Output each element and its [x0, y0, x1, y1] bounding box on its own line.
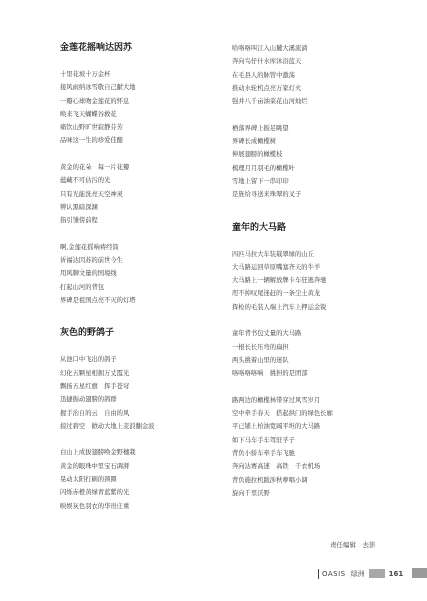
verse-line: 白山上成拔翅膀唤金野穗栽 — [60, 449, 136, 457]
editor-credit: 责任编辑 去影 — [330, 541, 376, 549]
verse-line: 平已铺上柏油宽阔平坦的大马路 — [232, 423, 321, 431]
verse-line: 背负施拉机跋涉秋咿唱小调 — [232, 476, 308, 484]
verse-line: 咫不掉叹尾迷赶的一条尘土黄龙 — [232, 290, 321, 298]
verse-line: 奔向鸟仔什水库沐浴蓝天 — [232, 58, 302, 66]
verse-line: 痛饮山野旷世寂静芬芳 — [60, 124, 123, 132]
verse-line: 闪烁赤橙黄绿青蓝紫的光 — [60, 489, 130, 497]
magazine-name-cn: 绿洲 — [350, 569, 365, 578]
verse-line: 路两边的橄榄林带穿过风雪岁月 — [232, 396, 321, 404]
verse-line: 界碑长成橄榄树 — [232, 138, 277, 146]
stanza — [60, 161, 230, 227]
verse-line: 祈福达因苏的前世今生 — [60, 257, 123, 265]
verse-line: 童年背书包丈量的大马路 — [232, 330, 302, 338]
verse-line: 从池口中飞出的鸽子 — [60, 356, 117, 364]
stanza — [232, 394, 402, 500]
verse-line: 唤来飞天蝴蝶谷救花 — [60, 110, 117, 118]
right-column — [232, 42, 402, 500]
verse-line: 奔向达赛高速 高铁 千衣机场 — [232, 463, 321, 471]
poem-title-yegezi: 灰色的野鸽子 — [60, 328, 115, 339]
verse-line: 挥枪的毛装人端上汽车上押运金锐 — [232, 303, 327, 311]
verse-line: 伸展翅膀的橄榄枝 — [232, 151, 283, 159]
verse-line: 一根长长压弯的扁担 — [232, 343, 289, 351]
verse-line: 晃动太阳打刷的颈圈 — [60, 476, 117, 484]
verse-line: 啊,金莲花摇响祷经筒 — [60, 243, 119, 251]
verse-line: 迅捷振动翅膀的鸽群 — [60, 396, 117, 404]
verse-line: 如下马车手车驾驻孚子 — [232, 436, 295, 444]
poem-gap — [60, 307, 230, 327]
verse-line: 大马路上一辆解放牌卡车狂逃奔驰 — [232, 277, 327, 285]
stanza — [232, 248, 402, 314]
verse-line: 哈咯咯叫江入山麓大溪流淌 — [232, 45, 308, 52]
verse-line: 强并八千亩油菜花山河灿烂 — [232, 98, 308, 106]
stanza — [232, 327, 402, 380]
stanza — [60, 241, 230, 307]
page-footer — [318, 568, 403, 579]
verse-line: 栖落界碑上振足眺望 — [232, 124, 289, 132]
page-number: 161 — [388, 569, 404, 578]
verse-line: 一瓣心球吻金莲花的怀息 — [60, 97, 130, 105]
stanza — [60, 446, 230, 512]
poem-gap — [232, 202, 402, 222]
verse-line: 咯咯咯咯响 挑担的是团部 — [232, 370, 308, 378]
poem-title-damalu: 童年的大马路 — [232, 222, 287, 233]
verse-line: 大马路运回草原嘴塞齐天的牛羊 — [232, 263, 321, 271]
verse-line: 只有光能洗亮天空神灵 — [60, 190, 123, 198]
stanza-gap — [60, 148, 230, 161]
verse-line: 十里花坡十万金杯 — [60, 71, 111, 78]
stanza-gap — [60, 228, 230, 241]
stanza-gap — [232, 381, 402, 394]
stanza-gap — [232, 108, 402, 121]
verse-line: 梳理月月羽毛的橄榄叶 — [232, 164, 295, 172]
stanza — [60, 68, 230, 148]
verse-line: 界碑是祖国点亮不灭的灯塔 — [60, 297, 136, 305]
footer-divider — [318, 569, 319, 579]
verse-line: 飘扬五星红旗 挥手苍穹 — [60, 382, 130, 390]
verse-line: 映娱灰色羽衣的华贵庄重 — [60, 502, 130, 510]
verse-line: 幻化五颗星相拥万丈霞光 — [60, 369, 130, 377]
verse-line: 黄金的眼珠中里宝石调湃 — [60, 462, 130, 470]
stanza — [60, 353, 230, 433]
verse-line: 蕴藏不可估污的光 — [60, 177, 111, 185]
verse-line: 两头挑着山里的迷队 — [232, 356, 289, 364]
stanza-gap — [232, 314, 402, 327]
stanza-gap — [60, 433, 230, 446]
stanza — [232, 122, 402, 202]
poem-title-jinlianhua: 金莲花摇响达因苏 — [60, 43, 133, 53]
verse-line: 背负小骄车牵手车飞驰 — [232, 450, 295, 458]
verse-line: 辨认黑暗深渊 — [60, 203, 98, 211]
stanza — [232, 42, 402, 108]
verse-line: 旋向千里沃野 — [232, 489, 270, 497]
left-column — [60, 42, 230, 513]
verse-line: 四匹马拉大车装载翠绿的山丘 — [232, 250, 314, 258]
footer-gray-block — [369, 569, 385, 578]
verse-line: 在毛县人的脉管中激荡 — [232, 71, 295, 79]
verse-line: 用风聊文量的国境线 — [60, 270, 117, 278]
verse-line: 黄金的花朵 每一片花瓣 — [60, 164, 130, 172]
verse-line: 雪地上留下一串印印 — [232, 177, 289, 185]
magazine-name: OASIS — [322, 569, 346, 578]
page-edge-tab — [412, 568, 427, 578]
verse-line: 接风雨纳冰雪敬自己献大地 — [60, 84, 136, 92]
verse-line: 打起山河的背包 — [60, 283, 105, 291]
verse-line: 是旌给寻送来珠翠的叉子 — [232, 191, 302, 199]
verse-line: 掠过碧空 掀动大地上麦浪翻金波 — [60, 422, 155, 430]
verse-line: 指引雏傍前程 — [60, 217, 98, 225]
verse-line: 空中牵手春天 搭起拱门的绿色长廊 — [232, 410, 333, 418]
verse-line: 推动水轮机点亮万家灯火 — [232, 84, 302, 92]
verse-line: 握手治自的云 自由的风 — [60, 409, 130, 417]
verse-line: 品味这一生的珍爱佳酿 — [60, 137, 123, 145]
